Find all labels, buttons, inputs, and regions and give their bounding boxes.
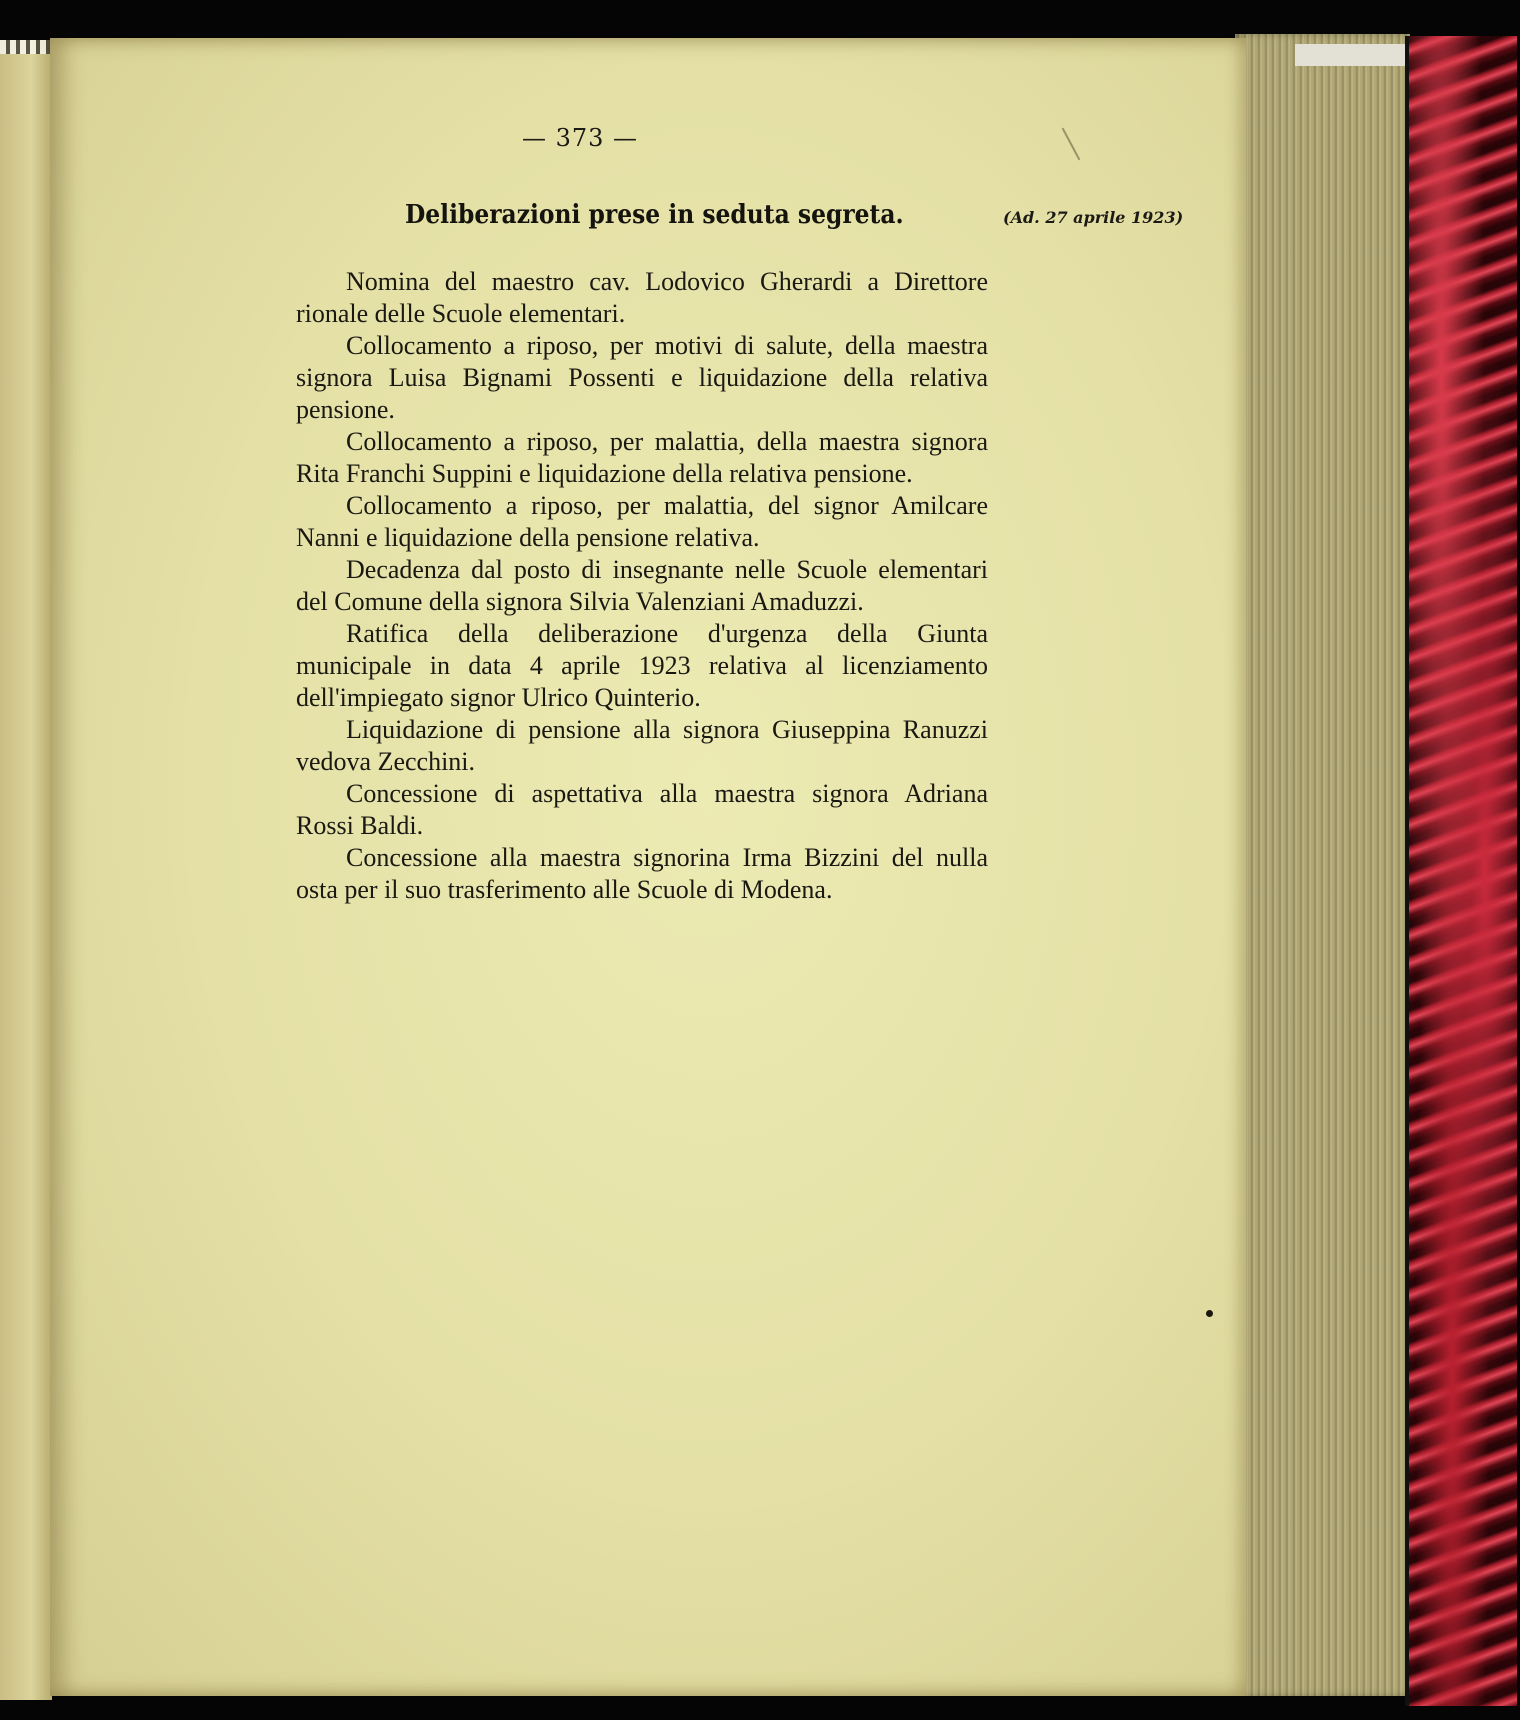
- deliberations-list: [296, 266, 988, 906]
- deliberation-paragraph: Collocamento a riposo, per malattia, della maestra signora Rita Franchi Suppini e liquidazione della relativa pensione.: [296, 427, 988, 488]
- ink-spot: [1206, 1310, 1213, 1317]
- deliberation-paragraph: Ratifica della deliberazione d'urgenza della Giunta municipale in data 4 aprile 1923 relativa al licenziamento dell'impiegato signor Ulrico Quinterio.: [296, 619, 988, 712]
- page-stack-top: [1295, 44, 1410, 66]
- binding-thread: [0, 40, 54, 54]
- page-number: — 373 —: [521, 124, 639, 152]
- deliberation-paragraph: Decadenza dal posto di insegnante nelle Scuole elementari del Comune della signora Silvia Valenziani Amaduzzi.: [296, 555, 988, 616]
- facing-page-edge: [0, 40, 52, 1700]
- deliberation-paragraph: Collocamento a riposo, per motivi di salute, della maestra signora Luisa Bignami Possenti e liquidazione della relativa pensione.: [296, 331, 988, 424]
- deliberation-paragraph: Concessione alla maestra signorina Irma Bizzini del nulla osta per il suo trasferimento alle Scuole di Modena.: [296, 843, 988, 904]
- deliberation-paragraph: Collocamento a riposo, per malattia, del signor Amilcare Nanni e liquidazione della pensione relativa.: [296, 491, 988, 552]
- marbled-cover: [1405, 36, 1517, 1706]
- section-title: Deliberazioni prese in seduta segreta.: [405, 200, 904, 230]
- deliberation-paragraph: Liquidazione di pensione alla signora Giuseppina Ranuzzi vedova Zecchini.: [296, 715, 988, 776]
- deliberation-paragraph: Nomina del maestro cav. Lodovico Gherardi a Direttore rionale delle Scuole elementari.: [296, 267, 988, 328]
- deliberation-paragraph: Concessione di aspettativa alla maestra signora Adriana Rossi Baldi.: [296, 779, 988, 840]
- page-stack-edges: [1235, 34, 1410, 1696]
- session-date-note: (Ad. 27 aprile 1923): [1003, 208, 1184, 227]
